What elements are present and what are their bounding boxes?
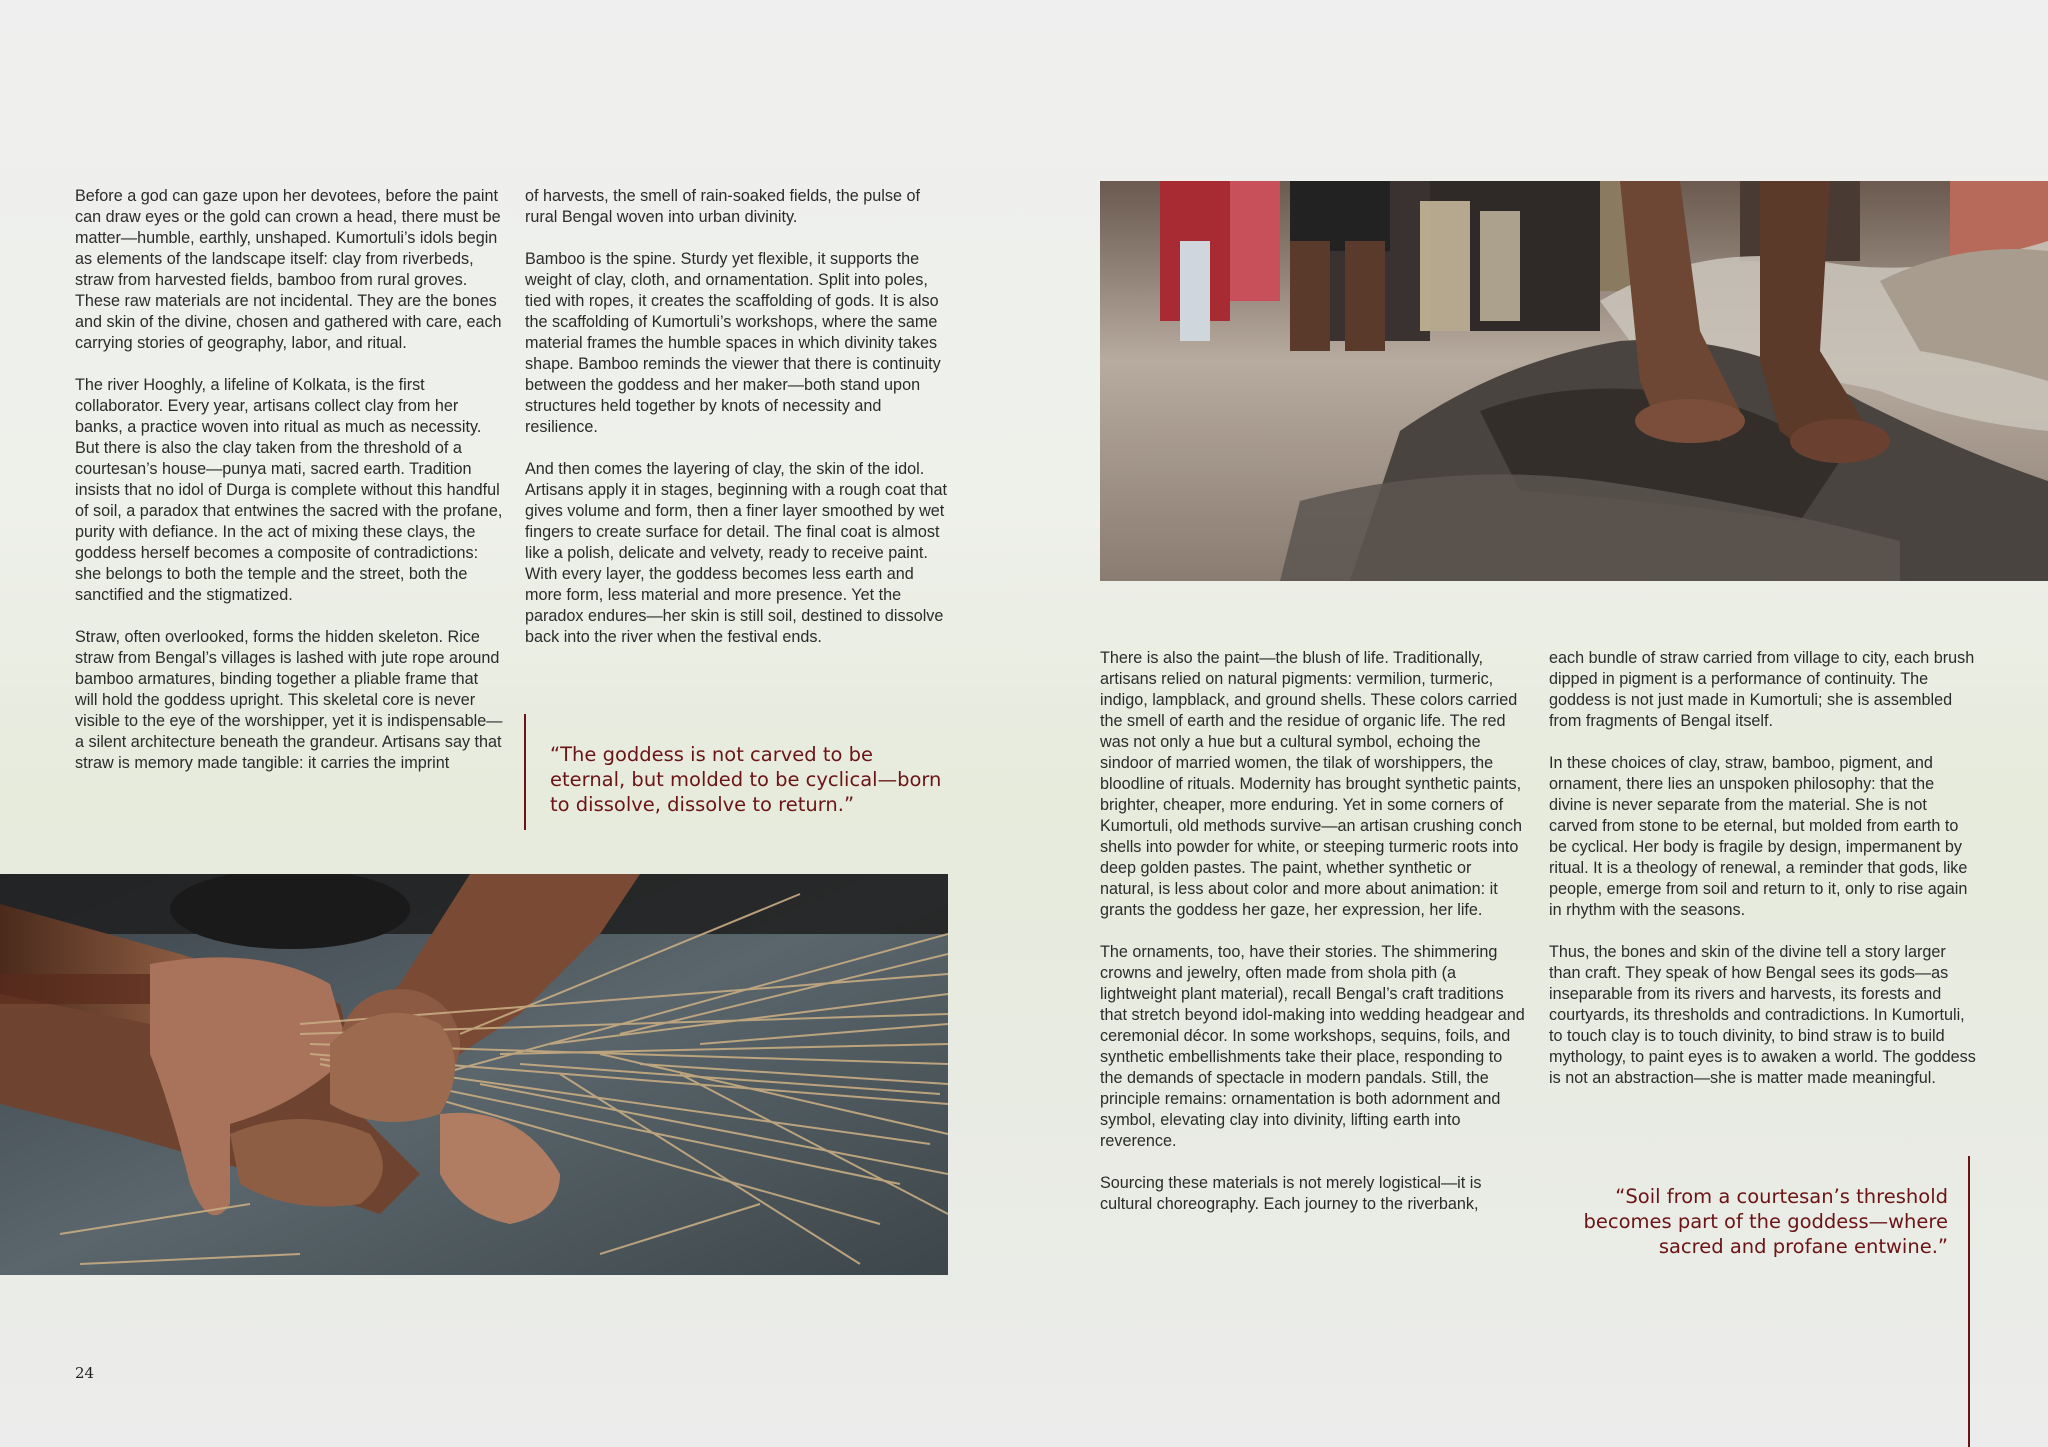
paragraph: The ornaments, too, have their stories. The shimmering crowns and jewelry, often made from shola pith (a lightweight plant material), recall Bengal’s craft traditions that stretch beyond idol-making into wedding headgear and ceremonial décor. In some workshops, sequins, foils, and synthetic embellishments take their place, responding to the demands of spectacle in modern pandals. Still, the principle remains: ornamentation is both adornment and symbol, elevating clay into divinity, lifting earth into reverence. xyxy=(1100,943,1525,1150)
text-column-4 xyxy=(1549,648,1977,1089)
text-column-3 xyxy=(1100,648,1528,1215)
pull-quote-text: “The goddess is not carved to be eternal, but molded to be cyclical—born to dissolve, dissolve to return.” xyxy=(550,743,942,816)
paragraph: Thus, the bones and skin of the divine tell a story larger than craft. They speak of how Bengal sees its gods—as inseparable from its rivers and harvests, its forests and courtyards, its thresholds and contradictions. In Kumortuli, to touch clay is to touch divinity, to bind straw is to build mythology, to paint eyes is to awaken a world. The goddess is not an abstraction—she is matter made meaningful. xyxy=(1549,943,1976,1087)
quote-rule xyxy=(1968,1156,1970,1447)
pull-quote xyxy=(1540,1156,1970,1259)
paragraph: Sourcing these materials is not merely logistical—it is cultural choreography. Each journey to the riverbank, xyxy=(1100,1174,1482,1213)
photo-straw-binding xyxy=(0,874,948,1275)
photo-clay-kneading xyxy=(1100,181,2048,581)
paragraph: The river Hooghly, a lifeline of Kolkata, is the first collaborator. Every year, artisans collect clay from her banks, a practice woven into ritual as much as necessity. But there is also the clay taken from the threshold of a courtesan’s house—punya mati, sacred earth. Tradition insists that no idol of Durga is complete without this handful of soil, a paradox that entwines the sacred with the profane, purity with defiance. In the act of mixing these clays, the goddess herself becomes a composite of contradictions: she belongs to both the temple and the street, both the sanctified and the stigmatized. xyxy=(75,376,503,604)
paragraph: Straw, often overlooked, forms the hidden skeleton. Rice straw from Bengal’s villages is lashed with jute rope around bamboo armatures, binding together a pliable frame that will hold the goddess upright. This skeletal core is never visible to the eye of the worshipper, yet it is indispensable—a silent architecture beneath the grandeur. Artisans say that straw is memory made tangible: it carries the imprint xyxy=(75,628,503,772)
paragraph: Before a god can gaze upon her devotees, before the paint can draw eyes or the gold can crown a head, there must be matter—humble, earthly, unshaped. Kumortuli’s idols begin as elements of the landscape itself: clay from riverbeds, straw from harvested fields, bamboo from rural groves. These raw materials are not incidental. They are the bones and skin of the divine, chosen and gathered with care, each carrying stories of geography, labor, and ritual. xyxy=(75,187,502,352)
paragraph: each bundle of straw carried from village to city, each brush dipped in pigment is a performance of continuity. The goddess is not just made in Kumortuli; she is assembled from fragments of Bengal itself. xyxy=(1549,649,1975,730)
paragraph: There is also the paint—the blush of life. Traditionally, artisans relied on natural pigments: vermilion, turmeric, indigo, lampblack, and ground shells. These colors carried the smell of earth and the residue of organic life. The red was not only a hue but a cultural symbol, echoing the sindoor of married women, the tilak of worshippers, the bloodline of rituals. Modernity has brought synthetic paints, brighter, cheaper, more enduring. Yet in some corners of Kumortuli, old methods survive—an artisan crushing conch shells into powder for white, or steeping turmeric roots into deep golden pastes. The paint, whether synthetic or natural, is less about color and more about animation: it grants the goddess her gaze, her expression, her life. xyxy=(1100,649,1522,919)
paragraph: In these choices of clay, straw, bamboo, pigment, and ornament, there lies an unspoken philosophy: that the divine is never separate from the material. She is not carved from stone to be eternal, but molded from earth to be cyclical. Her body is fragile by design, impermanent by ritual. It is a theology of renewal, a reminder that gods, like people, emerge from soil and return to it, only to rise again in rhythm with the seasons. xyxy=(1549,754,1968,919)
text-column-2 xyxy=(525,186,953,648)
pull-quote-text: “Soil from a courtesan’s threshold becomes part of the goddess—where sacred and profane entwine.” xyxy=(1583,1185,1948,1258)
paragraph: Bamboo is the spine. Sturdy yet flexible, it supports the weight of clay, cloth, and ornamentation. Split into poles, tied with ropes, it creates the scaffolding of gods. It is also the scaffolding of Kumortuli’s workshops, where the same material frames the humble spaces in which divinity takes shape. Bamboo reminds the viewer that there is continuity between the goddess and her maker—both stand upon structures held together by knots of necessity and resilience. xyxy=(525,250,941,436)
page-number: 24 xyxy=(75,1364,95,1382)
text-column-1 xyxy=(75,186,503,774)
pull-quote xyxy=(524,714,944,830)
straw-binding-image xyxy=(0,874,948,1275)
paragraph: of harvests, the smell of rain-soaked fields, the pulse of rural Bengal woven into urban divinity. xyxy=(525,187,920,226)
paragraph: And then comes the layering of clay, the skin of the idol. Artisans apply it in stages, beginning with a rough coat that gives volume and form, then a finer layer smoothed by wet fingers to create surface for detail. The final coat is almost like a polish, delicate and velvety, ready to receive paint. With every layer, the goddess becomes less earth and more form, less material and more presence. Yet the paradox endures—her skin is still soil, destined to dissolve back into the river when the festival ends. xyxy=(525,460,948,646)
clay-kneading-image xyxy=(1100,181,2048,581)
